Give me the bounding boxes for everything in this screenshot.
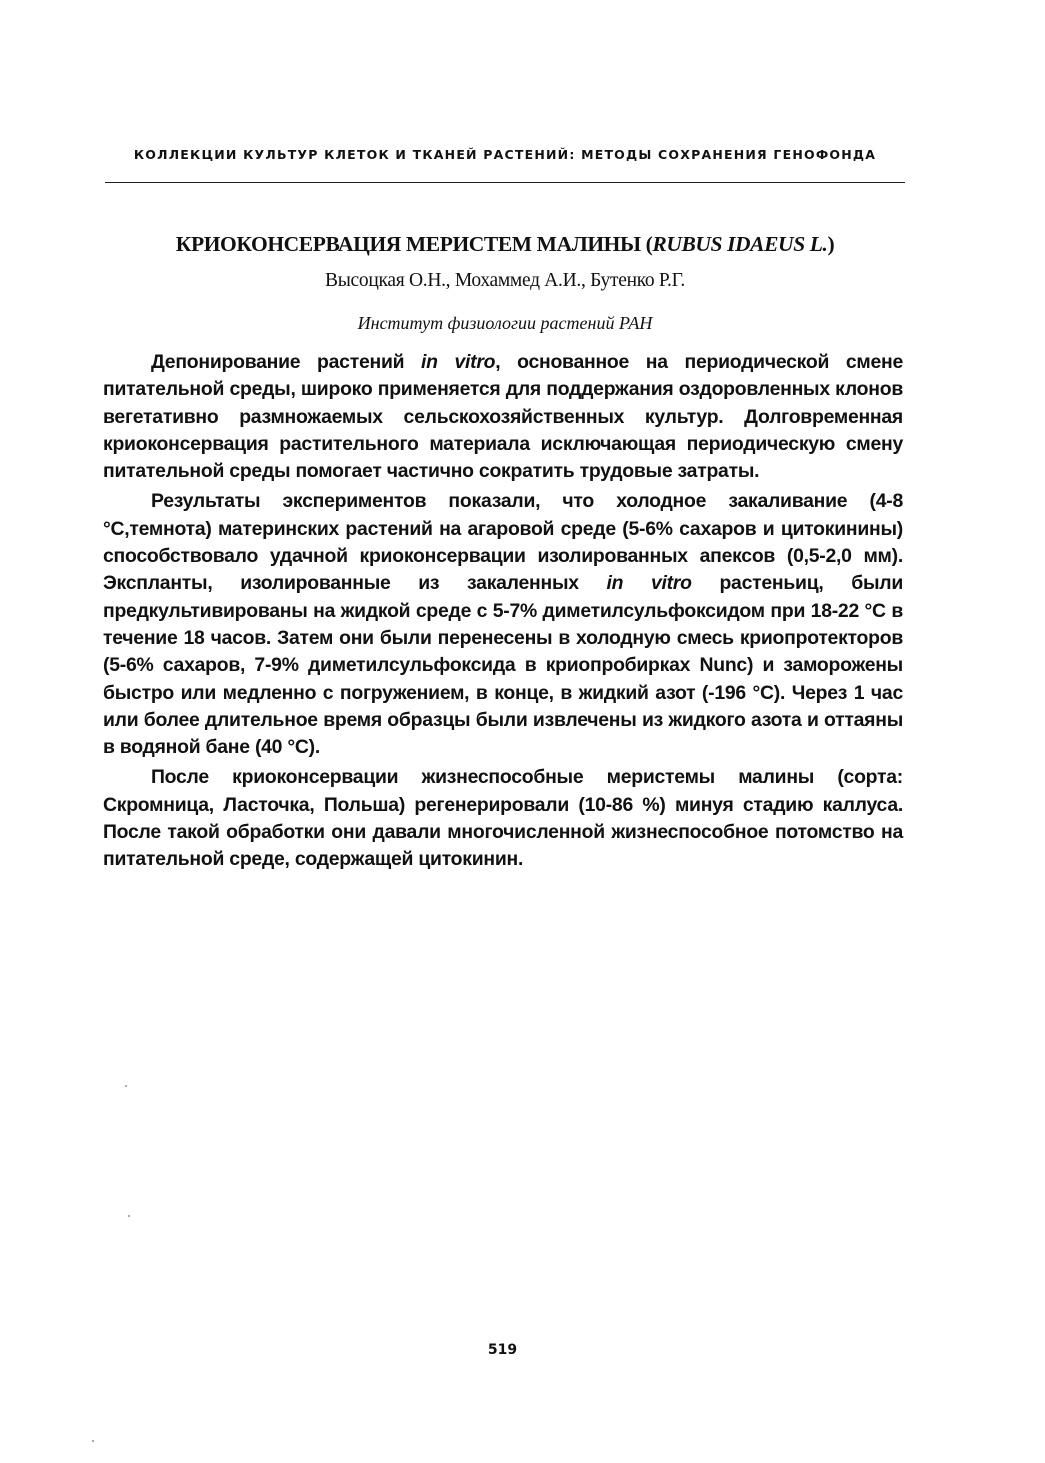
affiliation: Институт физиологии растений РАН — [357, 313, 653, 333]
paragraph-2-text-a: Результаты экспериментов показали, что холодное закаливание (4-8 °С,темнота) материнских растений на агаровой среде (5-6% сахаров и цитокинины) способствовало удачной криоконсервации изолированных апексов (0,5-2,0 мм). Экспланты, изолированные из закаленных — [103, 490, 903, 595]
running-header: КОЛЛЕКЦИИ КУЛЬТУР КЛЕТОК И ТКАНЕЙ РАСТЕНИЙ: МЕТОДЫ СОХРАНЕНИЯ ГЕНОФОНДА — [133, 147, 877, 162]
paragraph-1-text-b: , основанное на периодической смене питательной среды, широко применяется для поддержания оздоровленных клонов вегетативно размножаемых сельскохозяйственных культур. Долговременная криоконсервация растительного материала исключающая периодическую смену питательной среды помогает частично сократить трудовые затраты. — [103, 351, 903, 483]
page-number: 519 — [487, 1342, 518, 1358]
paragraph-1-italic: in vitro — [421, 351, 496, 373]
paragraph-2-italic: in vitro — [606, 572, 692, 595]
title-main: КРИОКОНСЕРВАЦИЯ МЕРИСТЕМ МАЛИНЫ ( — [175, 232, 653, 256]
scan-speck — [92, 1440, 94, 1442]
paragraph-1-text-a: Депонирование растений — [151, 351, 422, 373]
paragraph-3: После криоконсервации жизнеспособные меристемы малины (сорта: Скромница, Ласточка, Польша) регенерировали (10-86 %) минуя стадию каллуса. После такой обработки они давали многочисленной жизнеспособное потомство на питательной среде, содержащей цитокинин. — [103, 766, 903, 871]
authors: Высоцкая О.Н., Мохаммед А.И., Бутенко Р.Г. — [325, 270, 685, 291]
title-close: ) — [827, 232, 835, 256]
scan-speck — [128, 1215, 130, 1217]
paragraph-1 — [103, 349, 903, 485]
article-body — [103, 349, 903, 877]
paragraph-2 — [103, 488, 903, 761]
paragraph-2-text-b: растеньиц, были предкультивированы на жидкой среде с 5-7% диметилсульфоксидом при 18-22 °С в течение 18 часов. Затем они были перенесены в холодную смесь криопротекторов (5-6% сахаров, 7-9% диметилсульфоксида в криопробирках Nunc) и заморожены быстро или медленно с погружением, в конце, в жидкий азот (-196 °С). Через 1 час или более длительное время образцы были извлечены из жидкого азота и оттаяны в водяной бане (40 °С). — [103, 572, 903, 759]
scan-speck — [125, 1085, 127, 1087]
article-title — [100, 232, 910, 257]
header-rule — [105, 182, 905, 183]
title-latin-name: RUBUS IDAEUS L. — [652, 232, 828, 256]
